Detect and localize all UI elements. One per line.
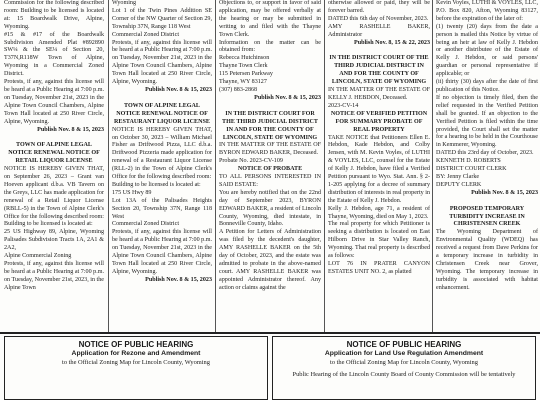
notice-text: Protests, if any, against this license will be heard at a Public Hearing at 7:00 p.m. on Tuesday, November 21st, 2023 in the Alpine Town Council Chambers, Alpine Town Hall located at 250 River Circle, Alpine, Wyoming. <box>112 39 212 86</box>
notice-text: 2023-CV-14 <box>328 102 359 109</box>
notice-title: NOTICE OF PUBLIC HEARING <box>78 340 194 349</box>
notice-text: 25 US Highway 89, Alpine, Wyoming Palisades Subdivision Tracts 1A, 2A1 & 2A2, <box>4 229 104 252</box>
column-divider <box>108 0 109 332</box>
notice-text: (ii) thirty (30) days after the date of first publication of this Notice. <box>436 79 538 93</box>
notice-text: 175 US Hwy 89 <box>112 189 152 196</box>
notice-text: Wyoming <box>112 0 137 6</box>
public-hearing-rezone-notice <box>4 336 268 400</box>
notice-text: AMY RASHELLE BAKER, Administrator <box>328 23 430 38</box>
column-3 <box>219 0 321 330</box>
notice-text: Thayne Town Clerk <box>219 63 268 70</box>
notice-text: IN THE MATTER OF THE ESTATE OF KELLY J. HEBDON, Deceased. <box>328 87 430 101</box>
notice-text: NOTICE IS HEREBY GIVEN THAT, on October 30, 2023 – William Michael Fisher as Driftwood Pizza, LLC d.b.a. Driftwood Pizzeria made application for renewal of a Restaurant Liquor License (RLL-2) in the Town of Alpine Clerk's Office for the following described room: <box>112 126 212 181</box>
column-divider <box>432 0 433 332</box>
notice-text: Protests, if any, against this license will be heard at a Public Hearing at 7:00 p.m. on Tuesday, November 21st, 2023 in the Alpine Town Council Chambers, Alpine Town Hall located at 250 River Circle, Alpine, Wyoming. <box>4 79 104 125</box>
notice-text: #15 & #17 of the Boardwalk Subdivision Amended Plat #892890 SW¼ & the SE¼ of Section 20, T37N,R118W Town of Alpine, Wyoming in a Commercial Zoned District. <box>4 31 104 78</box>
notice-text: Commission for the following described room: Building to be licensed is located at: 15 Boardwalk Drive, Alpine, Wyoming. <box>4 0 104 30</box>
notice-text: DATED this 23rd day of October, 2023. <box>436 150 534 157</box>
notice-text: You are hereby notified that on the 22nd day of September 2023, BYRON EDWARD BAKER, a resident of Lincoln County, Wyoming, died intestate, in Bonneville County, Idaho. <box>219 189 321 228</box>
section-divider <box>0 332 540 334</box>
notice-text: DATED this 6th day of November, 2023. <box>328 15 429 22</box>
column-divider <box>324 0 325 332</box>
notice-text: (1) twenty (20) days from the date a person is mailed this Notice by virtue of being an heir at law of Kelly J. Hebdon or another distributee of the Estate of Kelly J. Hebdon, or said persons' guardian or personal representative if applicable; or <box>436 23 538 78</box>
notice-text: A Petition for Letters of Administration was filed by the decedent's daughter, AMY RASHELLE BAKER on the 5th day of October, 2023, and the estate was admitted to probate in the above-named court. AMY RASHELLE BAKER was appointed Administrator thereof. Any action or claims against the <box>219 229 321 291</box>
notice-text: If no objection is timely filed, then the relief requested in the Verified Petition shall be granted. If an objection to the Verified Petition is filed within the time provided, the Court shall set the matter for a hearing to be held in the Courthouse in Kemmerer, Wyoming. <box>436 94 538 149</box>
column-2 <box>112 0 212 330</box>
publish-dates: Publish Nov. 8 & 15, 2023 <box>471 189 538 196</box>
notice-text: Commercial Zoned District <box>112 221 180 228</box>
publish-dates: Publish Nov. 8 & 15, 2023 <box>145 86 212 93</box>
notice-text: Objections to, or support in favor of said application, may be offered verbally at the hearing or may be submitted in writing to and filed with the Thayne Town Clerk. <box>219 0 321 38</box>
notice-body: Public Hearing of the Lincoln County Board of County Commission will be tentatively <box>292 370 516 378</box>
publish-dates: Publish Nov. 8, 15 & 22, 2023 <box>353 39 430 46</box>
notice-text: IN THE MATTER OF THE ESTATE OF BYRON EDWARD BAKER, Deceased. <box>219 142 321 157</box>
notice-heading: TOWN OF ALPINE LEGAL NOTICE RENEWAL NOTICE OF RETAIL LIQUOR LICENSE <box>8 142 100 165</box>
notice-text: NOTICE IS HEREBY GIVEN THAT, on September 26, 2023 – Grant van Hoeven applicant d.b.a. VB Tavern on the Greys, LLC has made application for renewal of a Retail Liquor License (RBLL-5) in the Town of Alpine Clerk's Office for the following described room: Building to be licensed is located at: <box>4 166 104 228</box>
column-5 <box>436 0 538 330</box>
notice-text: Probate No. 2023-CV-109 <box>219 158 283 165</box>
notice-text: Rebecca Hutchinson <box>219 55 270 62</box>
notice-heading: IN THE DISTRICT COURT OF THE THIRD JUDICIAL DISTRICT IN AND FOR THE COUNTY OF LINCOLN, STATE OF WYOMING <box>329 55 429 86</box>
notice-text: Information on the matter can be obtained from: <box>219 39 321 54</box>
notice-text: TO ALL PERSONS INTERESTED IN SAID ESTATE: <box>219 174 321 188</box>
publish-dates: Publish Nov. 8 & 15, 2023 <box>254 94 321 101</box>
notice-subheading: NOTICE OF VERIFIED PETITION FOR SUMMARY PROBATE OF REAL PROPERTY <box>330 110 428 133</box>
notice-text: The Wyoming Department of Environmental Quality (WDEQ) has received a request from Dave Perkins for a temporary increase in turbidity in Christensen Creek near Grover, Wyoming. The temporary increase in turbidity is associated with habitat enhancement. <box>436 229 538 291</box>
notice-text: LOT 76 IN PRATER CANYON ESTATES UNIT NO. 2, as platted <box>328 261 430 275</box>
notice-text: Kevin Voyles, LUTHI & VOYLES, LLC, P.O. Box 820, Afton, Wyoming 83127, before the expiration of the later of: <box>436 0 538 22</box>
notice-text: BY: Jenny Clarke <box>436 173 480 180</box>
notice-text: TAKE NOTICE that Petitioners Ellen E. Hebdon, Kade Hebdon, and Colby Jensen, with M. Kevin Voyles, of LUTHI & VOYLES, LLC, counsel for the Estate of Kelly J. Hebdon, have filed a Verified Petition pursuant to Wyo. Stat. Ann. § 2-1-205 applying for a decree of summary distribution of interests in real property in the Estate of Kelly J. Hebdon. <box>328 134 430 204</box>
notice-subheading: NOTICE OF PROBATE <box>237 166 303 173</box>
notice-heading: PROPOSED TEMPORARY TURBIDITY INCREASE IN CHRISTENSEN CREEK <box>449 205 525 228</box>
notice-line: to the Official Zoning Map for Lincoln County, Wyoming <box>330 358 478 366</box>
notice-text: Protests, if any, against this license will be heard at a Public Hearing at 7:00 p.m. on Tuesday, November 21st, 2023, in the Alpine Town <box>4 261 104 291</box>
notice-text: Protests, if any, against this license will be heard at a Public Hearing at 7:00 p.m. on Tuesday, November 21st, 2023 in the Alpine Town Council Chambers, Alpine Town Hall located at 250 River Circle, Alpine, Wyoming. <box>112 229 212 275</box>
notice-text: Commercial Zoned District <box>112 31 180 38</box>
notice-text: otherwise allowed or paid, they will be forever barred. <box>328 0 430 14</box>
notice-text: Building to be licensed is located at: <box>112 181 201 188</box>
notice-text: (307) 883-2868 <box>219 86 258 93</box>
notice-text: KENNETH D. ROBERTS <box>436 158 501 165</box>
notice-line: to the Official Zoning Map for Lincoln County, Wyoming <box>62 358 210 366</box>
publish-dates: Publish Nov. 8 & 15, 2023 <box>145 276 212 283</box>
notice-subtitle: Application for Rezone and Amendment <box>71 350 201 357</box>
public-hearing-land-use-notice <box>272 336 536 400</box>
notice-text: Lot 13A of the Palisades Heights Section 20, Township 37N, Range 118 West <box>112 197 212 220</box>
notice-text: DEPUTY CLERK <box>436 181 482 188</box>
notice-title: NOTICE OF PUBLIC HEARING <box>346 340 462 349</box>
notice-text: The real property for which Petitioner is seeking a distribution is located on East Hilborn Drive in Star Valley Ranch, Wyoming. That real property is described as follows: <box>328 221 430 260</box>
notice-heading: TOWN OF ALPINE LEGAL NOTICE RENEWAL NOTICE OF RESTAURANT LIQUOR LICENSE <box>114 102 210 125</box>
notice-text: Alpine Commercial Zoning <box>4 253 72 260</box>
notice-text: Kelly J. Hebdon, age 71, a resident of Thayne, Wyoming, died on May 1, 2023. <box>328 205 430 220</box>
notice-text: 115 Petersen Parkway <box>219 71 273 78</box>
publish-dates: Publish Nov. 8 & 15, 2023 <box>37 126 104 133</box>
notice-subtitle: Application for Land Use Regulation Amendment <box>324 350 484 357</box>
notice-text: Lot 1 of the Twin Pines Addition SE Corner of the NW Quarter of Section 29, Township 37N, Range 118 West <box>112 7 212 30</box>
column-divider <box>215 0 216 332</box>
notice-text: Thayne, WY 83127 <box>219 79 267 86</box>
column-4 <box>328 0 430 330</box>
notice-heading: IN THE DISTRICT COURT FOR THE THIRD JUDICIAL DISTRICT IN AND FOR THE COUNTY OF LINCOLN, STATE OF WYOMING <box>222 110 318 141</box>
notice-text: DISTRICT COURT CLERK <box>436 166 507 173</box>
column-1 <box>4 0 104 330</box>
